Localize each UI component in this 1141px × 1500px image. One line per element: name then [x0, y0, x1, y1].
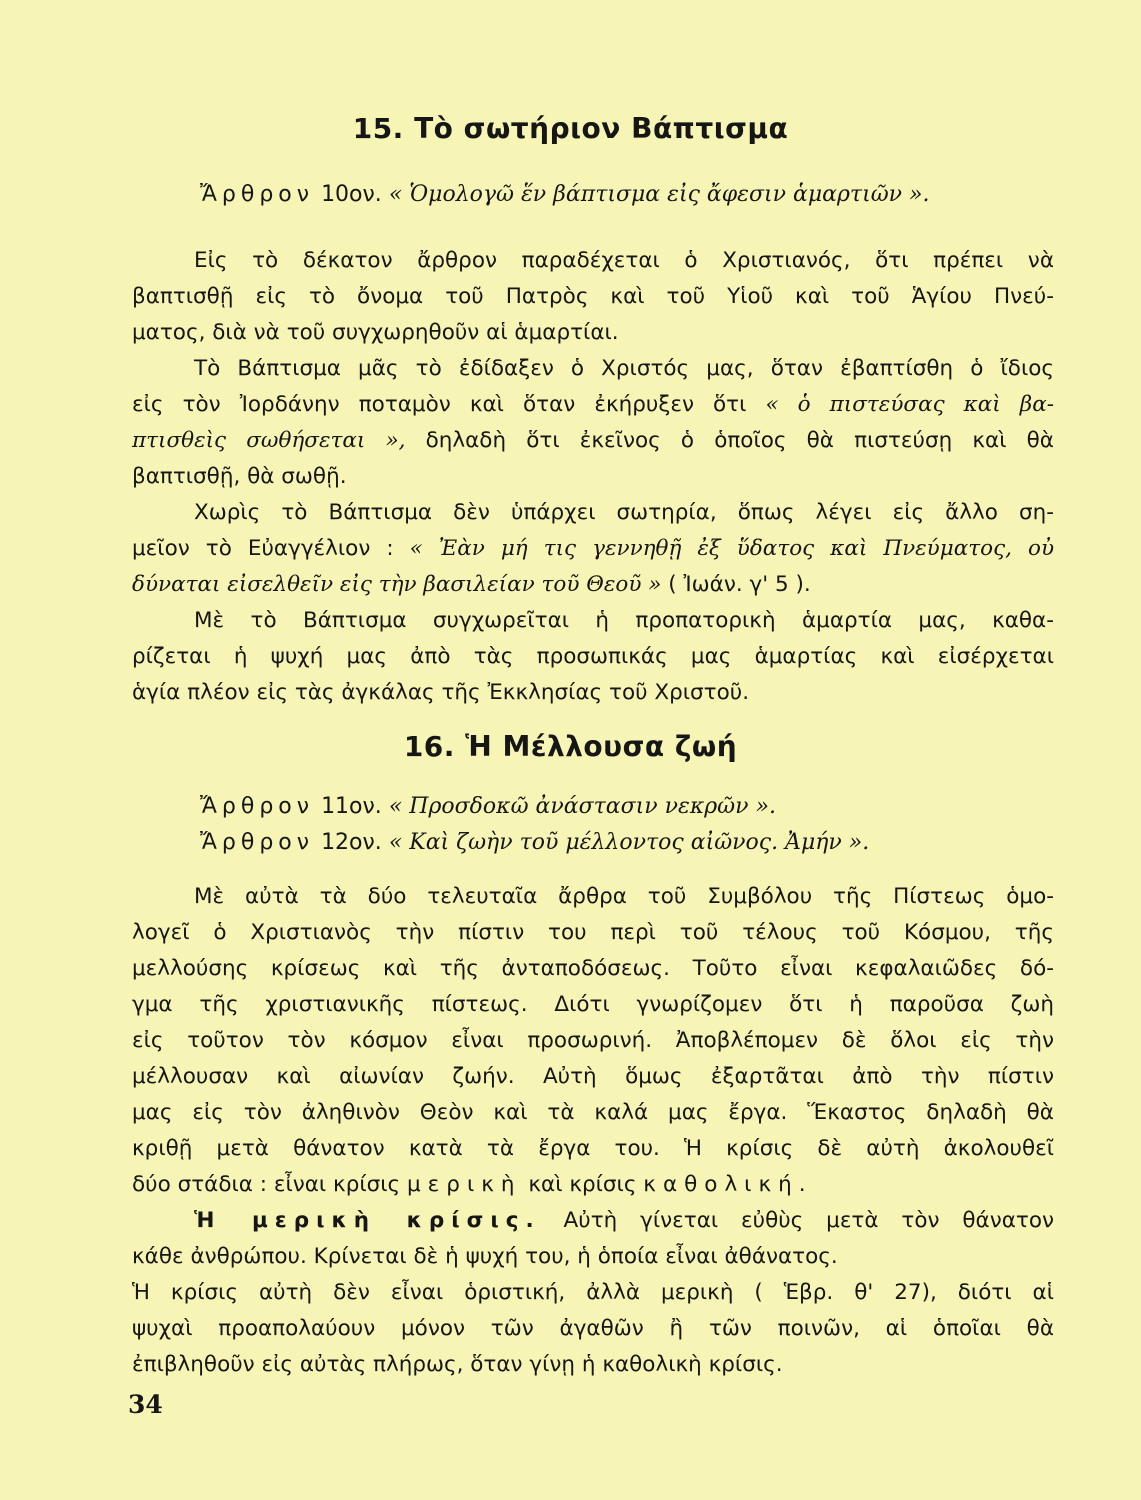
article-12-label: Ἄρθρον	[200, 830, 315, 855]
s15-p3-line3	[132, 570, 1054, 600]
s15-p2-line2-quote: « ὁ πιστεύσας καὶ βα-	[765, 392, 1054, 417]
s15-p3-line2	[132, 534, 1054, 564]
s15-p3-line2-quote: « Ἐὰν μή τις γεννηθῇ ἐξ ὕδατος καὶ Πνεύματος, οὐ	[409, 536, 1055, 561]
s16-p1-line9-universal: καθολική.	[643, 1172, 813, 1197]
s15-p3-line1: Χωρὶς τὸ Βάπτισμα δὲν ὑπάρχει σωτηρία, ὅπως λέγει εἰς ἄλλο ση-	[194, 500, 1054, 525]
article-10-line	[200, 182, 929, 207]
article-12-line	[200, 830, 869, 855]
s16-p1-line1: Μὲ αὐτὰ τὰ δύο τελευταῖα ἄρθρα τοῦ Συμβόλου τῆς Πίστεως ὁμο-	[194, 884, 1054, 909]
article-11-quote: « Προσδοκῶ ἀνάστασιν νεκρῶν ».	[388, 794, 776, 819]
s16-p1-line6: μέλλουσαν καὶ αἰωνίαν ζωήν. Αὐτὴ ὅμως ἐξαρτᾶται ἀπὸ τὴν πίστιν	[132, 1064, 1054, 1089]
section-16-heading: 16. Ἡ Μέλλουσα ζωή	[403, 730, 738, 763]
article-10-number: 10ον.	[321, 182, 382, 207]
article-10-label: Ἄρθρον	[200, 182, 315, 207]
s16-p1-line9-partial: μερικὴ	[407, 1172, 522, 1197]
s16-p1-line9-text-a: δύο στάδια : εἶναι κρίσις	[132, 1172, 401, 1197]
s16-p2-line3: Ἡ κρίσις αὐτὴ δὲν εἶναι ὁριστική, ἀλλὰ μερικὴ ( Ἑβρ. θ' 27), διότι αἱ	[132, 1280, 1054, 1305]
s15-p2-line3	[132, 426, 1054, 456]
s16-p1-line3: μελλούσης κρίσεως καὶ τῆς ἀνταποδόσεως. Τοῦτο εἶναι κεφαλαιῶδες δό-	[132, 956, 1054, 981]
s15-p4-line3: ἁγία πλέον εἰς τὰς ἀγκάλας τῆς Ἐκκλησίας τοῦ Χριστοῦ.	[132, 680, 750, 705]
s16-p2-line1	[194, 1206, 1054, 1236]
s15-p4-line2: ρίζεται ἡ ψυχή μας ἀπὸ τὰς προσωπικάς μας ἁμαρτίας καὶ εἰσέρχεται	[132, 644, 1054, 669]
s16-p2-line4: ψυχαὶ προαπολαύουν μόνον τῶν ἀγαθῶν ἢ τῶν ποινῶν, αἱ ὁποῖαι θὰ	[132, 1316, 1054, 1341]
s16-p2-line5: ἐπιβληθοῦν εἰς αὐτὰς πλήρως, ὅταν γίνῃ ἡ καθολικὴ κρίσις.	[132, 1352, 783, 1377]
s16-p2-line2: κάθε ἀνθρώπου. Κρίνεται δὲ ἡ ψυχή του, ἡ ὁποία εἶναι ἀθάνατος.	[132, 1244, 838, 1269]
s15-p2-line2	[132, 390, 1054, 420]
s15-p2-line1: Τὸ Βάπτισμα μᾶς τὸ ἐδίδαξεν ὁ Χριστός μας, ὅταν ἐβαπτίσθη ὁ ἴδιος	[194, 356, 1054, 381]
s15-p4-line1: Μὲ τὸ Βάπτισμα συγχωρεῖται ἡ προπατορικὴ ἁμαρτία μας, καθα-	[194, 608, 1054, 633]
s15-p3-line2-text: μεῖον τὸ Εὐαγγέλιον :	[132, 536, 394, 561]
s16-p1-line4: γμα τῆς χριστιανικῆς πίστεως. Διότι γνωρίζομεν ὅτι ἡ παροῦσα ζωὴ	[132, 992, 1054, 1017]
s15-p2-line3-text: δηλαδὴ ὅτι ἐκεῖνος ὁ ὁποῖος θὰ πιστεύσῃ καὶ θὰ	[425, 428, 1054, 453]
s16-p2-line1-heading: Ἡ μερικὴ κρίσις.	[194, 1208, 541, 1233]
article-12-quote: « Καὶ ζωὴν τοῦ μέλλοντος αἰῶνος. Ἀμήν ».	[388, 830, 870, 855]
article-10-quote: « Ὁμολογῶ ἕν βάπτισμα εἰς ἄφεσιν ἁμαρτιῶν ».	[388, 182, 930, 207]
s16-p2-line1-text: Αὐτὴ γίνεται εὐθὺς μετὰ τὸν θάνατον	[563, 1208, 1054, 1233]
s16-p1-line5: εἰς τοῦτον τὸν κόσμον εἶναι προσωρινή. Ἀποβλέπομεν δὲ ὅλοι εἰς τὴν	[132, 1028, 1054, 1053]
s15-p1-line2: βαπτισθῇ εἰς τὸ ὄνομα τοῦ Πατρὸς καὶ τοῦ Υἱοῦ καὶ τοῦ Ἁγίου Πνεύ-	[132, 284, 1054, 309]
s15-p1-line3: ματος, διὰ νὰ τοῦ συγχωρηθοῦν αἱ ἁμαρτίαι.	[132, 320, 619, 345]
s16-p1-line8: κριθῇ μετὰ θάνατον κατὰ τὰ ἔργα του. Ἡ κρίσις δὲ αὐτὴ ἀκολουθεῖ	[132, 1136, 1054, 1161]
section-15-heading: 15. Τὸ σωτήριον Βάπτισμα	[352, 112, 789, 145]
s15-p2-line4: βαπτισθῇ, θὰ σωθῇ.	[132, 464, 347, 489]
s16-p1-line9	[132, 1170, 1054, 1200]
s15-p2-line3-quote: πτισθεὶς σωθήσεται »,	[132, 428, 406, 453]
s16-p1-line9-text-c: καὶ κρίσις	[528, 1172, 637, 1197]
article-11-number: 11ον.	[321, 794, 382, 819]
s15-p3-line3-ref: ( Ἰωάν. γ' 5 ).	[668, 572, 811, 597]
s15-p2-line2-text: εἰς τὸν Ἰορδάνην ποταμὸν καὶ ὅταν ἐκήρυξεν ὅτι	[132, 392, 747, 417]
s16-p1-line7: μας εἰς τὸν ἀληθινὸν Θεὸν καὶ τὰ καλά μας ἔργα. Ἕκαστος δηλαδὴ θὰ	[132, 1100, 1054, 1125]
page-number: 34	[128, 1390, 163, 1419]
s15-p1-line1: Εἰς τὸ δέκατον ἄρθρον παραδέχεται ὁ Χριστιανός, ὅτι πρέπει νὰ	[194, 248, 1054, 273]
article-12-number: 12ον.	[321, 830, 382, 855]
article-11-line	[200, 794, 776, 819]
s16-p1-line2: λογεῖ ὁ Χριστιανὸς τὴν πίστιν του περὶ τοῦ τέλους τοῦ Κόσμου, τῆς	[132, 920, 1054, 945]
s15-p3-line3-quote: δύναται εἰσελθεῖν εἰς τὴν βασιλείαν τοῦ Θεοῦ »	[132, 572, 662, 597]
article-11-label: Ἄρθρον	[200, 794, 315, 819]
